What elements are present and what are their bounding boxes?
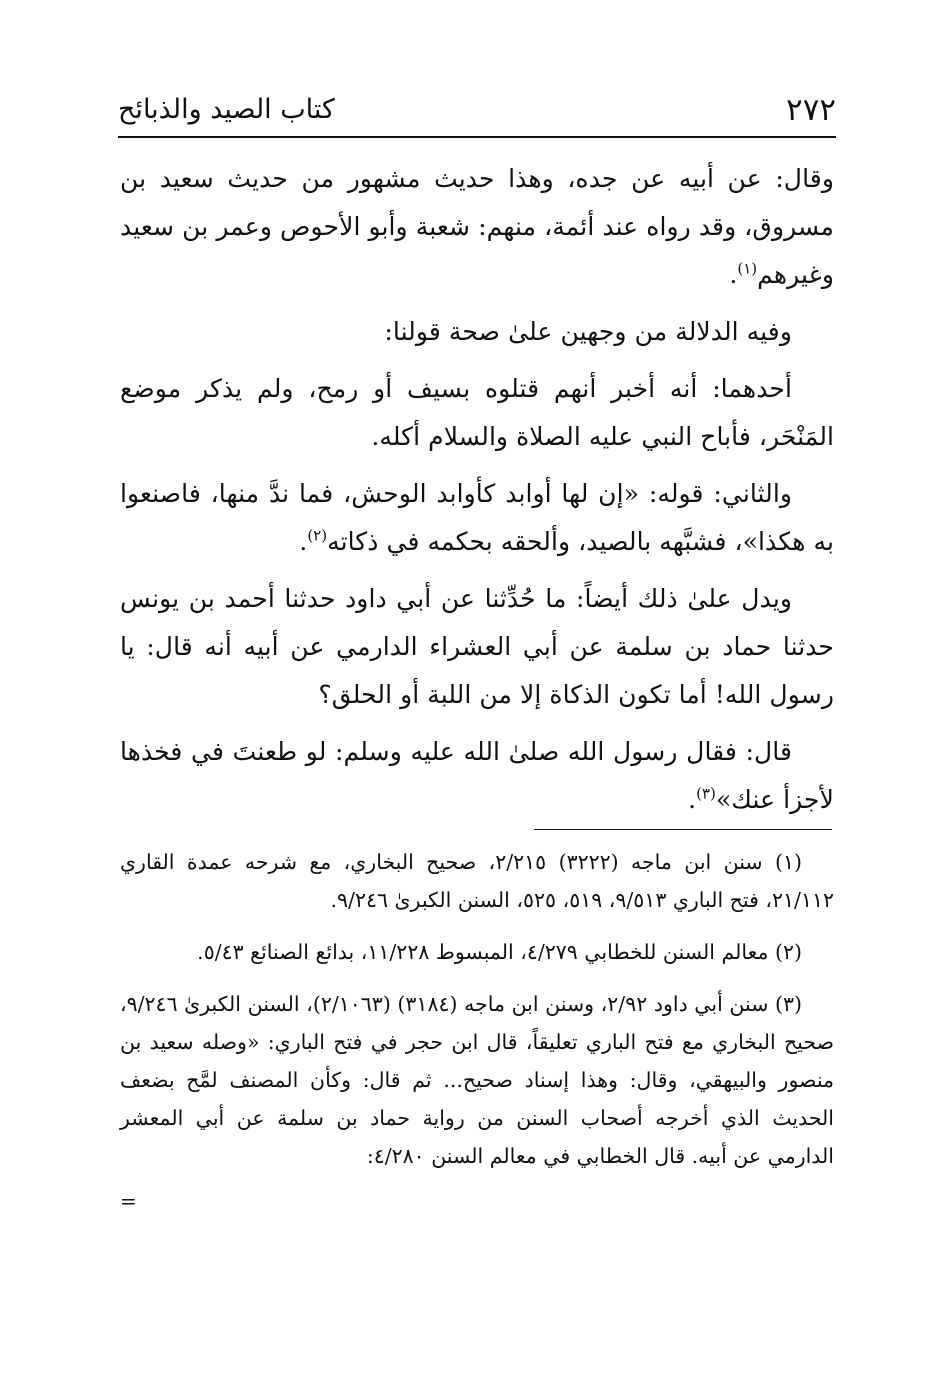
paragraph-6 [120, 728, 834, 824]
paragraph-2: وفيه الدلالة من وجهين علىٰ صحة قولنا: [384, 317, 792, 346]
running-title: كتاب الصيد والذبائح [118, 94, 335, 125]
footnote-ref-3: (٣) [696, 784, 716, 803]
paragraph-5: ويدل علىٰ ذلك أيضاً: ما حُدِّثنا عن أبي داود حدثنا أحمد بن يونس حدثنا حماد بن سلمة عن أبي العشراء الدارمي عن أبيه أنه قال: يا رسول الله! أما تكون الذكاة إلا من اللبة أو الحلق؟ [120, 584, 834, 709]
paragraph-4-text: والثاني: قوله: «إن لها أوابد كأوابد الوحش، فما ندَّ منها، فاصنعوا به هكذا»، فشبَّهه بالصيد، وألحقه بحكمه في ذكاته [120, 479, 834, 556]
footnote-ref-2: (٢) [307, 526, 328, 545]
footnote-separator [534, 829, 832, 830]
footnote-1: (١) سنن ابن ماجه (٣٢٢٢) ٢/٢١٥، صحيح البخاري، مع شرحه عمدة القاري ٢١/١١٢، فتح الباري ٩/٥١٣، ٥١٩، ٥٢٥، السنن الكبرىٰ ٩/٢٤٦. [120, 850, 834, 912]
footnotes [120, 843, 834, 1215]
paragraph-1 [120, 155, 834, 299]
page-header [118, 88, 836, 138]
footnote-3: (٣) سنن أبي داود ٢/٩٢، وسنن ابن ماجه (٣١٨٤) (٢/١٠٦٣)، السنن الكبرىٰ ٩/٢٤٦، صحيح البخاري مع فتح الباري تعليقاً، قال ابن حجر في فتح الباري: «وصله سعيد بن منصور والبيهقي، وقال: وهذا إسناد صحيح... ثم قال: وكأن المصنف لمَّح بضعف الحديث الذي أخرجه أصحاب السنن من رواية حماد بن سلمة عن أبي المعشر الدارمي عن أبيه. قال الخطابي في معالم السنن ٤/٢٨٠: [120, 992, 834, 1168]
paragraph-6-text: قال: فقال رسول الله صلىٰ الله عليه وسلم: لو طعنتَ في فخذها لأجزأ عنك» [120, 737, 834, 814]
paragraph-6-end: . [688, 785, 697, 814]
paragraph-4 [120, 470, 834, 566]
footnote-ref-1: (١) [737, 259, 758, 278]
paragraph-4-end: . [299, 527, 308, 556]
paragraph-3: أحدهما: أنه أخبر أنهم قتلوه بسيف أو رمح، ولم يذكر موضع المَنْحَر، فأباح النبي عليه الصلاة والسلام أكله. [120, 374, 834, 451]
main-text [120, 155, 834, 833]
footnote-continuation-mark: = [120, 1189, 137, 1213]
page-number: ٢٧٢ [786, 92, 836, 128]
paragraph-1-end: . [729, 260, 738, 289]
paragraph-1-text: وقال: عن أبيه عن جده، وهذا حديث مشهور من حديث سعيد بن مسروق، وقد رواه عند أئمة، منهم: شعبة وأبو الأحوص وعمر بن سعيد وغيرهم [120, 164, 834, 289]
footnote-2: (٢) معالم السنن للخطابي ٤/٢٧٩، المبسوط ١١/٢٢٨، بدائع الصنائع ٥/٤٣. [197, 940, 802, 964]
